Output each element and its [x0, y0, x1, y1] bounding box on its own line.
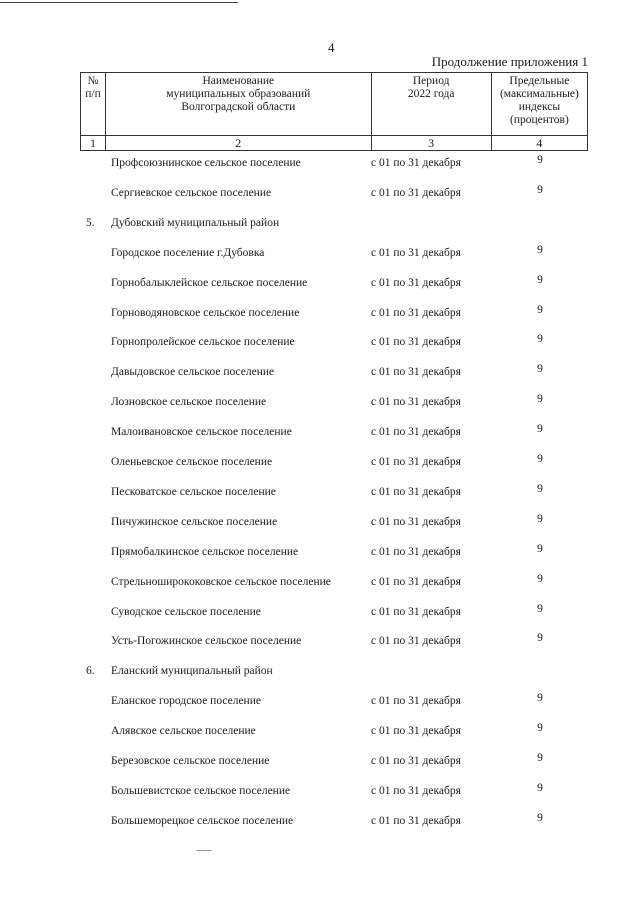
row-name: Городское поселение г.Дубовка [111, 246, 265, 259]
row-name: Стрельноширококовское сельское поселение [111, 575, 331, 588]
header-cell-index [491, 73, 587, 136]
row-name: Березовское сельское поселение [111, 755, 270, 767]
page-number: 4 [328, 40, 335, 55]
row-index: 9 [537, 154, 543, 166]
table-row [0, 692, 640, 710]
table-row [0, 453, 640, 471]
row-name: Дубовский муниципальный район [111, 216, 280, 229]
table-row [0, 274, 640, 292]
table-row [0, 722, 640, 740]
header-period-text: Период 2022 года [407, 75, 455, 100]
row-period: с 01 по 31 декабря [371, 545, 461, 558]
row-index: 9 [537, 333, 543, 346]
column-number-1: 1 [81, 136, 106, 151]
row-name: Еланский муниципальный район [111, 665, 273, 678]
row-name: Малоивановское сельское поселение [111, 426, 292, 439]
row-index: 9 [537, 363, 543, 376]
row-period: с 01 по 31 декабря [371, 306, 461, 319]
continuation-label: Продолжение приложения 1 [431, 54, 588, 69]
header-number-text: № п/п [85, 75, 101, 100]
row-period: с 01 по 31 декабря [371, 695, 461, 708]
row-period: с 01 по 31 декабря [371, 396, 461, 409]
table-row [0, 603, 640, 621]
table-row [0, 483, 640, 501]
table-row [0, 154, 640, 172]
table-row [0, 662, 640, 680]
table-row [0, 423, 640, 441]
row-period: с 01 по 31 декабря [371, 515, 461, 528]
column-number-row [81, 136, 588, 151]
table-row [0, 632, 640, 650]
row-index: 9 [537, 183, 543, 196]
row-name: Суводское сельское поселение [111, 605, 261, 618]
header-name-text: Наименование муниципальных образований Волгоградской области [166, 75, 311, 113]
row-period: с 01 по 31 декабря [371, 336, 461, 349]
row-period: с 01 по 31 декабря [371, 725, 461, 738]
row-period: с 01 по 31 декабря [371, 575, 461, 588]
row-period: с 01 по 31 декабря [371, 276, 461, 289]
row-period: с 01 по 31 декабря [371, 186, 461, 199]
row-name: Алявское сельское поселение [111, 725, 256, 738]
row-name: Усть-Погожинское сельское поселение [111, 635, 302, 648]
row-period: с 01 по 31 декабря [371, 755, 461, 767]
row-number: 6. [86, 665, 95, 678]
row-period: с 01 по 31 декабря [371, 246, 461, 259]
row-index: 9 [537, 722, 543, 735]
table-row [0, 214, 640, 232]
table-header [80, 72, 588, 151]
row-name: Еланское городское поселение [111, 695, 261, 708]
row-name: Сергиевское сельское поселение [111, 186, 272, 199]
row-period: с 01 по 31 декабря [371, 426, 461, 439]
row-number: 5. [86, 216, 95, 229]
row-index: 9 [537, 482, 543, 495]
table-row [0, 393, 640, 411]
row-name: Горноводяновское сельское поселение [111, 306, 300, 319]
column-number-2: 2 [106, 136, 372, 151]
row-name: Горнобалыклейское сельское поселение [111, 276, 308, 289]
table-row [0, 573, 640, 591]
row-name: Профсоюзнинское сельское поселение [111, 157, 301, 169]
row-index: 9 [537, 542, 543, 555]
scan-mark [196, 850, 212, 851]
row-index: 9 [537, 632, 543, 645]
row-name: Горнопролейское сельское поселение [111, 336, 295, 349]
row-index: 9 [537, 423, 543, 436]
row-name: Прямобалкинское сельское поселение [111, 545, 299, 558]
column-number-3: 3 [371, 136, 491, 151]
row-index: 9 [537, 303, 543, 316]
row-index: 9 [537, 781, 543, 794]
top-scan-rule [0, 2, 238, 3]
table-row [0, 333, 640, 351]
row-index: 9 [537, 273, 543, 286]
row-index: 9 [537, 243, 543, 256]
row-index: 9 [537, 811, 543, 824]
column-number-4: 4 [491, 136, 587, 151]
row-period: с 01 по 31 декабря [371, 784, 461, 797]
row-period: с 01 по 31 декабря [371, 485, 461, 498]
row-period: с 01 по 31 декабря [371, 605, 461, 618]
table-row [0, 513, 640, 531]
table-row [0, 184, 640, 202]
row-period: с 01 по 31 декабря [371, 157, 461, 169]
row-index: 9 [537, 512, 543, 525]
header-cell-period [371, 73, 491, 136]
row-name: Большевистское сельское поселение [111, 784, 291, 797]
table-row [0, 543, 640, 561]
row-name: Большеморецкое сельское поселение [111, 814, 294, 827]
row-period: с 01 по 31 декабря [371, 366, 461, 379]
row-name: Лозновское сельское поселение [111, 396, 267, 409]
table-row [0, 304, 640, 322]
row-name: Песковатское сельское поселение [111, 485, 276, 498]
row-name: Оленьевское сельское поселение [111, 456, 273, 468]
row-index: 9 [537, 572, 543, 585]
row-index: 9 [537, 453, 543, 465]
header-row [81, 73, 588, 136]
table-row [0, 363, 640, 381]
row-period: с 01 по 31 декабря [371, 814, 461, 827]
table-row [0, 782, 640, 800]
table-row [0, 244, 640, 262]
header-cell-number [81, 73, 106, 136]
row-name: Давыдовское сельское поселение [111, 366, 275, 379]
row-index: 9 [537, 692, 543, 705]
table-row [0, 752, 640, 770]
row-index: 9 [537, 602, 543, 615]
row-period: с 01 по 31 декабря [371, 635, 461, 648]
header-cell-name [106, 73, 372, 136]
row-name: Пичужинское сельское поселение [111, 515, 278, 528]
header-index-text: Предельные (максимальные) индексы (процентов) [499, 75, 579, 126]
row-index: 9 [537, 393, 543, 406]
table-row [0, 812, 640, 830]
row-index: 9 [537, 752, 543, 764]
row-period: с 01 по 31 декабря [371, 456, 461, 468]
